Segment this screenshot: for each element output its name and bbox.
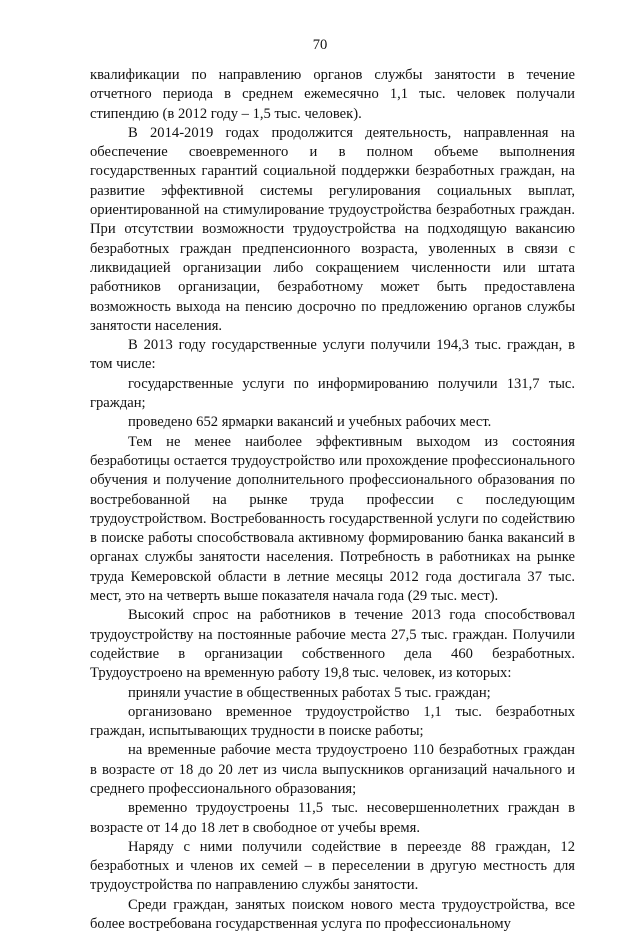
paragraph-high-demand: Высокий спрос на работников в течение 2013 года способствовал трудоустройству на постоянные рабочие места 27,5 тыс. граждан. Получили содействие в организации собственного дела 460 безработных. Трудоустроено на временную работу 19,8 тыс. человек, из которых: bbox=[90, 607, 575, 682]
paragraph-effective-exit: Тем не менее наиболее эффективным выходом из состояния безработицы остается трудоустройство или прохождение профессионального обучения и получение дополнительного профессионального образования по востребованной на рынке труда профессии с последующим трудоустройством. Востребованность государственной услуги по содействию в поиске работы способствовала активному формированию банка вакансий в органах службы занятости населения. Потребность в работниках на рынке труда Кемеровской области в летние месяцы 2012 года достигала 37 тыс. мест, это на четверть выше показателя начала года (29 тыс. мест). bbox=[90, 433, 575, 605]
paragraph-program-2014-2019: В 2014-2019 годах продолжится деятельность, направленная на обеспечение своевременного и в полном объеме выполнения государственных гарантий социальной поддержки безработных граждан, на развитие эффективной системы регулирования социальных выплат, ориентированной на стимулирование трудоустройства безработных граждан. При отсутствии возможности трудоустройства на подходящую вакансию безработных граждан предпенсионного возраста, уволенных в связи с ликвидацией организации либо сокращением численности или штата работников организации, безработному может быть предоставлена возможность выхода на пенсию досрочно по предложению органов службы занятости населения. bbox=[90, 124, 575, 334]
paragraph-temporary-employment: организовано временное трудоустройство 1,1 тыс. безработных граждан, испытывающих трудности в поиске работы; bbox=[90, 703, 575, 740]
paragraph-informing-services: государственные услуги по информированию получили 131,7 тыс. граждан; bbox=[90, 375, 575, 412]
paragraph-services-2013: В 2013 году государственные услуги получили 194,3 тыс. граждан, в том числе: bbox=[90, 337, 575, 373]
paragraph-job-seekers: Среди граждан, занятых поиском нового места трудоустройства, все более востребована государственная услуга по профессиональному bbox=[90, 896, 575, 933]
paragraph-job-fairs: проведено 652 ярмарки вакансий и учебных рабочих мест. bbox=[128, 414, 492, 431]
paragraph-continuation: квалификации по направлению органов службы занятости в течение отчетного периода в среднем ежемесячно 1,1 тыс. человек получали стипендию (в 2012 году – 1,5 тыс. человек). bbox=[90, 67, 575, 122]
page-number: 70 bbox=[312, 37, 328, 53]
paragraph-relocation: Наряду с ними получили содействие в переезде 88 граждан, 12 безработных и членов их семей – в переселении в другую местность для трудоустройства по направлению службы занятости. bbox=[90, 838, 575, 894]
paragraph-public-works: приняли участие в общественных работах 5 тыс. граждан; bbox=[128, 684, 491, 701]
paragraph-graduates: на временные рабочие места трудоустроено 110 безработных граждан в возрасте от 18 до 20 лет из числа выпускников организаций начального и среднего профессионального образования; bbox=[90, 742, 575, 797]
paragraph-minors: временно трудоустроены 11,5 тыс. несовершеннолетних граждан в возрасте от 14 до 18 лет в свободное от учебы время. bbox=[90, 800, 575, 836]
body-text bbox=[90, 66, 575, 934]
